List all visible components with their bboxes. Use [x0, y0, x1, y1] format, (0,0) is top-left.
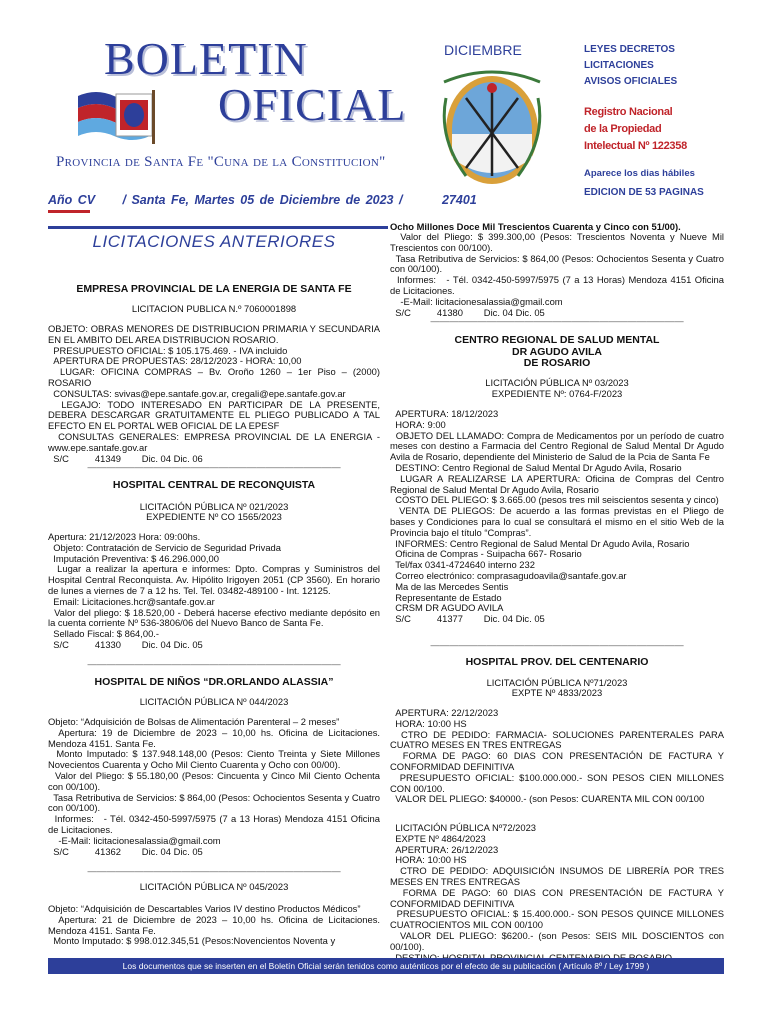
hna-title: HOSPITAL DE NIÑOS “DR.ORLANDO ALASSIA”	[94, 676, 334, 688]
santa-fe-coat-of-arms-icon	[436, 58, 548, 190]
santa-fe-flag-icon	[76, 86, 204, 144]
month-label: DICIEMBRE	[444, 42, 522, 58]
separator: ———————————————————————————	[87, 658, 341, 669]
hcr-subtitle-1: LICITACIÓN PÚBLICA Nº 021/2023	[139, 501, 289, 512]
crsm-title-3: DE ROSARIO	[523, 357, 591, 369]
registry-line: Registro Nacional	[584, 106, 673, 118]
category-item: LEYES DECRETOS	[584, 44, 675, 55]
epe-body: OBJETO: OBRAS MENORES DE DISTRIBUCION PRIMARIA Y SECUNDARIA EN EL AMBITO DEL AREA DISTRIBUCION ROSARIO. PRESUPUESTO OFICIAL: $ 105.175.469. - IVA incluido APERTURA DE PROPUESTAS: 28/12/2023 - HORA: 10,00 LUGAR: OFICINA COMPRAS – Bv. Oroño 1260 – 1er Piso – (2000) ROSARIO CONSULTAS: svivas@epe.santafe.gov.ar, cregali@epe.santafe.gov.ar LEGAJO: TODO INTERESADO EN PARTICIPAR DE LA PRESENTE, DEBERA DESCARGAR GRATUITAMENTE EL PLIEGO PUBLICADO A TAL EFECTO EN EL PORTAL WEB OFICIAL DE LA EPESF CONSULTAS GENERALES: EMPRESA PROVINCIAL DE LA ENERGIA - www.epe.santafe.gov.ar S/C 41349 Dic. 04 Dic. 06	[48, 323, 380, 464]
hna-body-2: Objeto: “Adquisición de Descartables Varios IV destino Productos Médicos” Apertura: 21 de Diciembre de 2023 – 10,00 hs. Oficina de Licitaciones. Mendoza 4151. Santa Fe. Monto Imputado: $ 998.012.345,51 (Pesos:Novencientos Noventa y	[48, 903, 380, 947]
date-label: / Santa Fe, Martes 05 de Diciembre de 2023 /	[122, 193, 403, 207]
hpc-subtitle-1: LICITACIÓN PÚBLICA Nº71/2023	[486, 677, 628, 688]
year-label: Año CV	[48, 193, 96, 207]
hpc-title: HOSPITAL PROV. DEL CENTENARIO	[465, 656, 649, 668]
hcr-subtitle-2: EXPEDIENTE Nº CO 1565/2023	[146, 511, 282, 522]
hcr-title: HOSPITAL CENTRAL DE RECONQUISTA	[112, 479, 316, 491]
registry-line: Intelectual Nº 122358	[584, 140, 687, 152]
epe-subtitle: LICITACION PUBLICA N.º 7060001898	[131, 303, 297, 314]
province-tagline: Provincia de Santa Fe "Cuna de la Constitucion"	[56, 154, 386, 170]
category-list	[584, 42, 677, 90]
header-divider-blue	[48, 226, 388, 229]
hna-subtitle: LICITACIÓN PÚBLICA Nº 044/2023	[139, 696, 289, 707]
footer-notice: Los documentos que se inserten en el Boletín Oficial serán tenidos como auténticos por el efecto de su publicación ( Artículo 8º / Ley 1799 )	[48, 958, 724, 974]
hna-body: Objeto: “Adquisición de Bolsas de Alimentación Parenteral – 2 meses” Apertura: 19 de Diciembre de 2023 – 10,00 hs. Oficina de Licitaciones. Mendoza 4151. Santa Fe. Monto Imputado: $ 137.948.148,00 (Pesos: Ciento Treinta y Siete Millones Novecientos Cuarenta y Ocho Mil Ciento Cuarenta y Ocho con 00/00). Valor del Pliego: $ 55.180,00 (Pesos: Cincuenta y Cinco Mil Ciento Ochenta con 00/100). Tasa Retributiva de Servicios: $ 864,00 (Pesos: Ochocientos Sesenta y Cuatro con 00/100). Informes: - Tél. 0342-450-5997/5975 (7 a 13 Horas) Mendoza 4151 Oficina de Licitaciones. -E-Mail: licitacionesalassia@gmail.com S/C 41362 Dic. 04 Dic. 05	[48, 716, 380, 857]
hpc-body: APERTURA: 22/12/2023 HORA: 10:00 HS CTRO DE PEDIDO: FARMACIA- SOLUCIONES PARENTERALES PARA CUATRO MESES EN TRES ENTREGAS FORMA DE PAGO: 60 DIAS CON PRESENTACIÓN DE FACTURA Y CONFORMIDAD DEFINITIVA PRESUPUESTO OFICIAL: $100.000.000.- SON PESOS CIEN MILLONES CON 00/100. VALOR DEL PLIEGO: $40000.- (son Pesos: CUARENTA MIL CON 00/100	[390, 707, 724, 805]
separator: ———————————————————————————	[430, 639, 684, 650]
issue-number: 27401	[442, 193, 477, 207]
appears-note: Aparece los dias hábiles	[584, 168, 695, 179]
hcr-body: Apertura: 21/12/2023 Hora: 09:00hs. Objeto: Contratación de Servicio de Seguridad Privada Imputación Preventiva: $ 46.296.000,00 Lugar a realizar la apertura e informes: Dpto. Compras y Suministros del Hospital Central Reconquista. Av. Hipólito Irigoyen 2051 (CP 3560). En horario de lunes a viernes de 7 a 12 hs. Tel. Tel. 03482-489100 - Int. 12125. Email: Licitaciones.hcr@santafe.gov.ar Valor del pliego: $ 18.520,00 - Deberá hacerse efectivo mediante depósito en la cuenta corriente Nº 536-3806/06 del Nuevo Banco de Santa Fe. Sellado Fiscal: $ 864,00.- S/C 41330 Dic. 04 Dic. 05	[48, 531, 380, 650]
registry-block	[584, 104, 687, 155]
continuation-body: Valor del Pliego: $ 399.300,00 (Pesos: Trescientos Noventa y Nueve Mil Trescientos con 00/100). Tasa Retributiva de Servicios: $ 864,00 (Pesos: Ochocientos Sesenta y Cuatro con 00/100). Informes: - Tél. 0342-450-5997/5975 (7 a 13 Horas) Mendoza 4151 Oficina de Licitaciones. -E-Mail: licitacionesalassia@gmail.com S/C 41380 Dic. 04 Dic. 05	[390, 231, 724, 318]
crsm-subtitle-2: EXPEDIENTE Nº: 0764-F/2023	[491, 388, 623, 399]
masthead-title-line2: OFICIAL	[218, 79, 407, 130]
crsm-subtitle-1: LICITACIÓN PÚBLICA Nº 03/2023	[485, 377, 629, 388]
crsm-title-2: DR AGUDO AVILA	[511, 346, 603, 358]
separator: ———————————————————————————	[87, 865, 341, 876]
registry-line: de la Propiedad	[584, 123, 662, 135]
separator: ———————————————————————————	[87, 461, 341, 472]
dateline	[48, 193, 402, 207]
epe-title: EMPRESA PROVINCIAL DE LA ENERGIA DE SANTA FE	[76, 283, 352, 295]
crsm-body: APERTURA: 18/12/2023 HORA: 9:00 OBJETO DEL LLAMADO: Compra de Medicamentos por un período de cuatro meses con destino a Farmacia del Centro Regional de Salud Mental Dr Agudo Avila de Rosario, dependiente del Ministerio de Salud de la Pcia de Santa Fe DESTINO: Centro Regional de Salud Mental Dr Agudo Avila, Rosario LUGAR A REALIZARSE LA APERTURA: Oficina de Compras del Centro Regional de Salud Mental Dr Agudo Avila, Rosario COSTO DEL PLIEGO: $ 3.665.00 (pesos tres mil seiscientos sesenta y cinco) VENTA DE PLIEGOS: De acuerdo a las formas previstas en el Pliego de bases y Condiciones para lo cual se consultará el mismo en el sitio Web de la Provincia bajo el título “Compras”. INFORMES: Centro Regional de Salud Mental Dr Agudo Avila, Rosario Oficina de Compras - Suipacha 667- Rosario Tel/fax 0341-4724640 interno 232 Correo electrónico: comprasagudoavila@santafe.gov.ar Ma de las Mercedes Sentis Representante de Estado CRSM DR AGUDO AVILA S/C 41377 Dic. 04 Dic. 05	[390, 408, 724, 625]
hpc-subtitle-2: EXPTE Nº 4833/2023	[511, 687, 603, 698]
separator: ———————————————————————————	[430, 315, 684, 326]
category-item: LICITACIONES	[584, 60, 654, 71]
continuation-top: Ocho Millones Doce Mil Trescientos Cuarenta y Cinco con 51/00).	[390, 221, 681, 232]
crsm-title-1: CENTRO REGIONAL DE SALUD MENTAL	[454, 334, 660, 346]
masthead-title-line1: BOLETIN	[104, 33, 308, 84]
header-divider-red	[48, 210, 90, 213]
hna-subtitle-2: LICITACIÓN PÚBLICA Nº 045/2023	[139, 881, 289, 892]
category-item: AVISOS OFICIALES	[584, 76, 678, 87]
edition-pages: EDICION DE 53 PAGINAS	[584, 187, 704, 198]
section-title: LICITACIONES ANTERIORES	[92, 232, 336, 251]
hpc-body-2: LICITACIÓN PÚBLICA Nº72/2023 EXPTE Nº 4864/2023 APERTURA: 26/12/2023 HORA: 10:00 HS CTRO DE PEDIDO: ADQUISICIÓN INSUMOS DE LIBRERÍA POR TRES MESES EN TRES ENTREGAS FORMA DE PAGO: 60 DIAS CON PRESENTACIÓN DE FACTURA Y CONFORMIDAD DEFINITIVA PRESUPUESTO OFICIAL: $ 15.400.000.- SON PESOS QUINCE MILLONES CUATROCIENTOS MIL CON 00/100 VALOR DEL PLIEGO: $6200.- (son Pesos: SEIS MIL DOSCIENTOS con 00/100).	[390, 822, 724, 952]
